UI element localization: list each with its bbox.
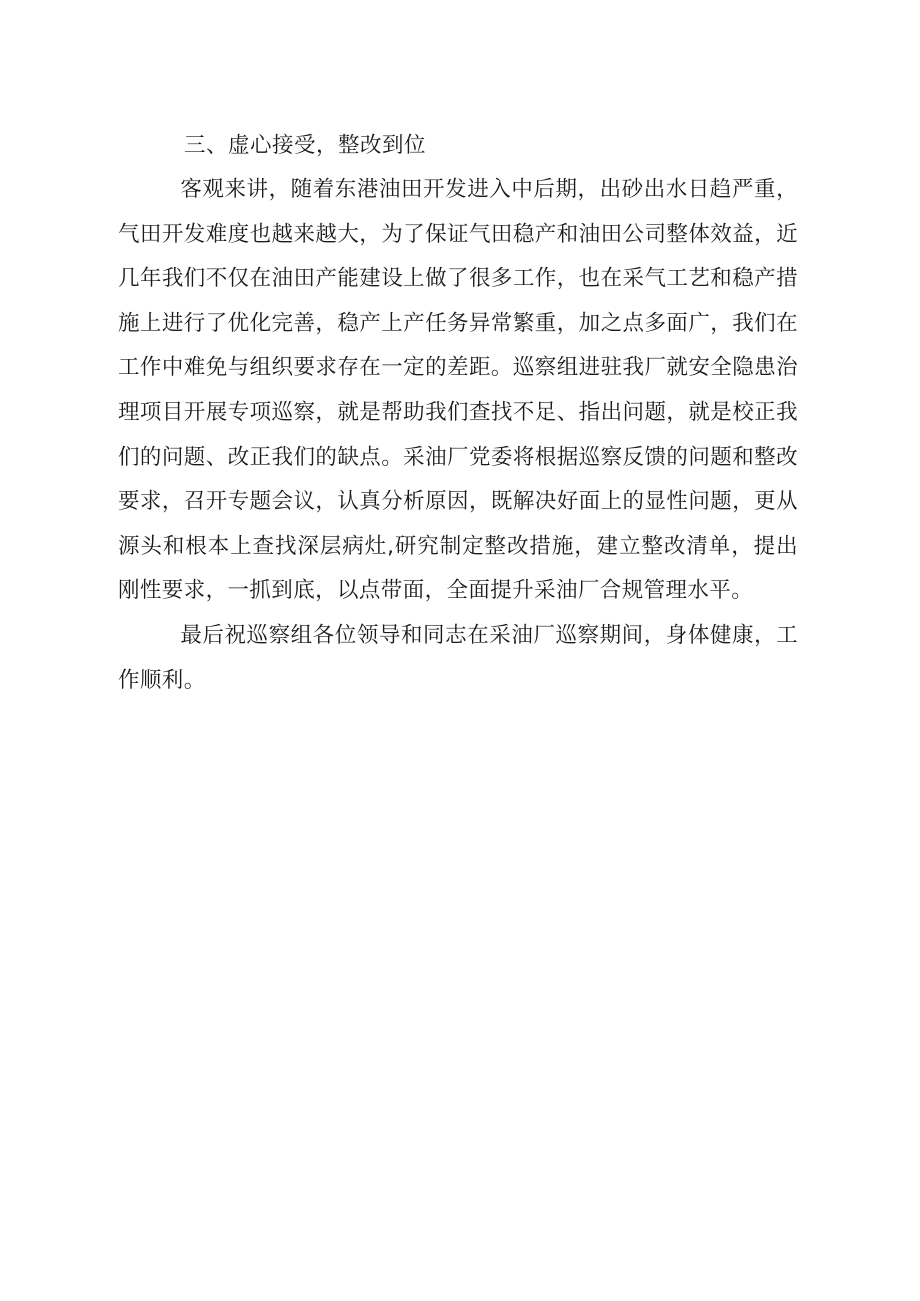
- body-paragraph-closing-wishes: 最后祝巡察组各位领导和同志在采油厂巡察期间，身体健康，工作顺利。: [118, 622, 798, 693]
- section-heading: 三、虚心接受，整改到位: [184, 133, 427, 158]
- body-paragraph-rectification: 客观来讲，随着东港油田开发进入中后期，出砂出水日趋严重，气田开发难度也越来越大，为了保证气田稳产和油田公司整体效益，近几年我们不仅在油田产能建设上做了很多工作，也在采气工艺和稳产措施上进行了优化完善，稳产上产任务异常繁重，加之点多面广，我们在工作中难免与组织要求存在一定的差距。巡察组进驻我厂就安全隐患治理项目开展专项巡察，就是帮助我们查找不足、指出问题，就是校正我们的问题、改正我们的缺点。采油厂党委将根据巡察反馈的问题和整改要求，召开专题会议，认真分析原因，既解决好面上的显性问题，更从源头和根本上查找深层病灶,研究制定整改措施，建立整改清单，提出刚性要求，一抓到底，以点带面，全面提升采油厂合规管理水平。: [118, 177, 798, 604]
- document-body: [118, 124, 798, 703]
